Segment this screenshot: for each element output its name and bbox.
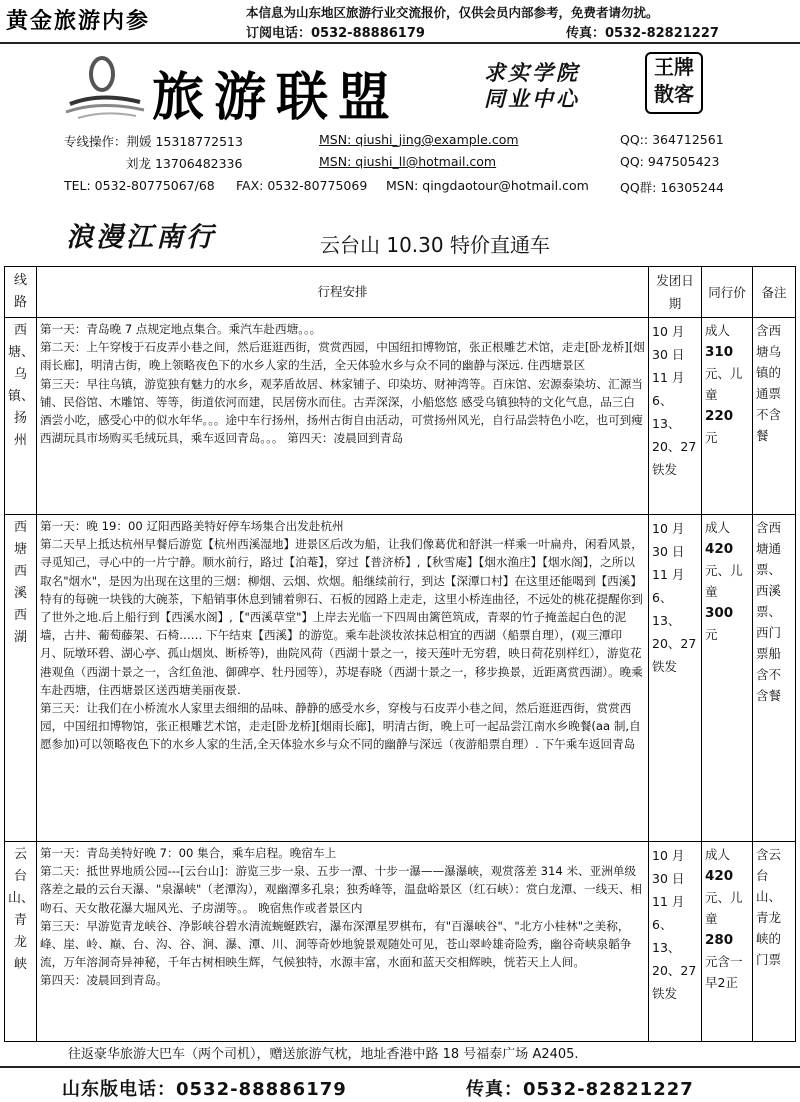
route-title: 浪漫江南行 (66, 222, 216, 253)
member-notice: 本信息为山东地区旅游行业交流报价，仅供会员内部参考，免费者请勿扰。 (246, 5, 659, 20)
table-header-row (5, 267, 796, 318)
price-adult-label: 成人 (705, 847, 731, 862)
bus-service-note: 往返豪华旅游大巴车（两个司机），赠送旅游气枕，地址香港中路 18 号福泰广场 A2405. (68, 1047, 579, 1062)
note-cell: 含西塘通票、西溪票、西门票船含不含餐 (753, 515, 796, 842)
note-cell: 含西塘乌镇的通票不含餐 (753, 318, 796, 515)
price-adult: 420 (705, 541, 734, 557)
header-date: 发团日期 (649, 267, 702, 318)
note-cell: 含云台山、青龙峡的门票 (753, 842, 796, 1042)
table-row (5, 842, 796, 1042)
day-text: 第一天：青岛晚 7 点规定地点集合。乘汽车赴西塘。。。 (40, 322, 322, 336)
day-text: 第二天早上抵达杭州早餐后游览【杭州西溪湿地】进景区后改为船，让我们像葛优和舒淇一样乘一叶扁舟，闲看风景，寻觅知己，寻心中的一片宁静。顺水前行，路过【泊菴】，穿过【普济桥】,【秋雪庵】【烟水渔庄】【烟水阁】，之所以取名"烟水"，是因为出现在这里的三烟：柳烟、云烟、炊烟。船继续前行，到达【深潭口村】在这里还能喝到【西溪】特有的每碗一块钱的大碗茶，下船销事休息到铺着卵石、石板的园路上走走，这里小桥连曲径，不远处的桃花提醒你到了世外之地.后上船行到【西溪水阁】,【"西溪草堂"】上岸去光临一下四周由篱笆筑成，青翠的竹子掩盖起白色的泥墙，古井、葡萄藤架、石椅…… 下午结束【西溪】的游览。乘车赴淡妆浓抹总相宜的西湖（船票自理），(观三潭印月、阮墩环碧、湖心亭、孤山烟岚、断桥等)，曲院风荷（西湖十景之一，接天莲叶无穷碧，映日荷花别样红），游览花港观鱼（西湖十景之一，含红鱼池、御碑亭、牡丹园等），苏堤春晓（西湖十景之一，移步换景，近距离赏西湖）。晚乘车赴西塘，住西塘景区送西塘美丽夜景. (40, 537, 643, 697)
msn-liu[interactable]: MSN: qiushi_ll@hotmail.com (319, 154, 497, 169)
logo-emblem (60, 52, 150, 122)
price-cell (702, 318, 753, 515)
day-text: 第四天：凌晨回到青岛。 (40, 973, 168, 988)
msn-jing[interactable]: MSN: qiushi_jing@example.com (319, 132, 519, 147)
day-text: 第二天：上午穿梭于石皮弄小巷之间，然后逛逛西街，赏赏西园，中国纽扣博物馆，张正根雕艺术馆，走走[卧龙桥][烟雨长廊]，明清古街，晚上领略夜色下的水乡人家的生活，全天体验水乡与众不同的幽静与深远. 住西塘景区 (40, 340, 645, 373)
table-row (5, 515, 796, 842)
fax-number: FAX: 0532-80775069 (236, 178, 368, 193)
table-row (5, 318, 796, 515)
slogan (484, 60, 580, 112)
badge-line-2: 散客 (654, 82, 694, 106)
day-text: 第三天：早游览青龙峡谷、净影峡谷碧水清流蜿蜒跌宕，瀑布深潭星罗棋布，有"百瀑峡谷"、"北方小桂林"之美称，峰、崖、岭、巅、台、沟、谷、涧、瀑、潭、川、洞等奇妙地貌景观随处可见，苍山翠岭雄奇险秀，幽谷奇峡泉韜争流，万年溶洞奇异神秘，千年古树相映生辉，气候独特，水源丰富，水面和蓝天交相辉映，恍若天上人间。 (40, 918, 632, 970)
line-name: 西塘西溪西湖 (5, 515, 37, 842)
ace-badge (645, 52, 703, 114)
top-banner (0, 0, 800, 44)
route-subtitle: 云台山 10.30 特价直通车 (320, 233, 550, 257)
price-child-label: 元、儿童 (705, 366, 743, 402)
publication-brand: 黄金旅游内参 (6, 9, 151, 34)
price-child: 280 (705, 932, 734, 948)
qq-jing: QQ:: 364712561 (620, 132, 724, 147)
bottom-banner (0, 1066, 800, 1102)
line-name: 云台山、青龙峡 (5, 842, 37, 1042)
alliance-title: 旅游联盟 (152, 67, 401, 128)
line-name: 西塘、乌镇、扬州 (5, 318, 37, 515)
slogan-line-1: 求实学院 (484, 61, 580, 85)
slogan-line-2: 同业中心 (484, 87, 580, 111)
header-schedule: 行程安排 (37, 267, 649, 318)
header-price: 同行价 (702, 267, 753, 318)
price-cell (702, 515, 753, 842)
price-unit: 元含一早2正 (705, 954, 743, 990)
day-text: 第一天：青岛美特好晚 7：00 集合，乘车启程。晚宿车上 (40, 846, 337, 860)
price-child: 300 (705, 605, 734, 621)
price-cell (702, 842, 753, 1042)
badge-line-1: 王牌 (654, 55, 694, 79)
price-adult-label: 成人 (705, 323, 731, 338)
departure-dates: 10 月 30 日 11 月 6、13、20、27 铁发 (649, 318, 702, 515)
price-unit: 元 (705, 627, 718, 642)
schedule-cell (37, 515, 649, 842)
subscription-phone: 订阅电话：0532-88886179 (246, 26, 425, 41)
schedule-cell (37, 842, 649, 1042)
footer-fax: 传真：0532-82821227 (466, 1079, 694, 1100)
schedule-cell (37, 318, 649, 515)
hotline-jing: 专线操作：荆媛 15318772513 (64, 134, 243, 149)
price-adult: 310 (705, 344, 734, 360)
qq-group: QQ群: 16305244 (620, 180, 724, 195)
footer-phone: 山东版电话：0532-88886179 (62, 1079, 347, 1100)
price-adult: 420 (705, 868, 734, 884)
day-text: 第二天：抵世界地质公园---[云台山]：游览三步一泉、五步一潭、十步一瀑——瀑瀑峡，观赏落差 314 米、亚洲单级落差之最的云台天瀑、"泉瀑峡"（老潭沟），观幽潭多孔泉；独秀峰等，温盘峪景区（红石峡）：赏白龙潭、一线天、相吻石、天女散花瀑大堀风光、子房湖等。。 晚宿焦作或者景区内 (40, 864, 642, 915)
itinerary-table (4, 266, 796, 1042)
swirl-logo-icon (60, 52, 150, 122)
qq-liu: QQ: 947505423 (620, 154, 720, 169)
hotline-liu: 刘龙 13706482336 (126, 156, 243, 171)
price-child-label: 元、儿童 (705, 563, 743, 599)
header-line: 线路 (5, 267, 37, 318)
departure-dates: 10 月 30 日 11 月 6、13、20、27 铁发 (649, 515, 702, 842)
header-fax: 传真：0532-82821227 (566, 26, 719, 41)
day-text: 第一天：晚 19：00 辽阳西路美特好停车场集合出发赴杭州 (40, 519, 344, 533)
price-child: 220 (705, 408, 734, 424)
departure-dates: 10 月 30 日 11 月 6、13、20、27 铁发 (649, 842, 702, 1042)
day-text: 第三天：让我们在小桥流水人家里去细细的品味、静静的感受水乡，穿梭与石皮弄小巷之间，然后逛逛西街，赏赏西园，中国纽扣博物馆，张正根雕艺术馆，走走[卧龙桥][烟雨长廊]，明清古街，晚上可一起品尝江南水乡晚餐(aa 制,自愿参加)可以领略夜色下的水乡人家的生活,全天体验水乡与众不同的幽静与深远（夜游船票自理）. 下午乘车返回青岛 (40, 701, 641, 752)
price-unit: 元 (705, 430, 718, 445)
price-child-label: 元、儿童 (705, 890, 743, 926)
tel-number: TEL: 0532-80775067/68 (64, 178, 215, 193)
msn-company[interactable]: MSN: qingdaotour@hotmail.com (386, 178, 589, 193)
price-adult-label: 成人 (705, 520, 731, 535)
day-text: 第三天：早往乌镇，游览独有魅力的水乡，观茅盾故居、林家铺子、印染坊、财神湾等。百床馆、宏源泰染坊、汇源当铺、民俗馆、木雕馆、等等，街道依河而建，民居傍水而住。古弄深深，小船悠悠 感受乌镇独特的文化气息，品三白酒尝小吃，感受心中的似水年华。。。途中车行扬州，扬州古街自由活动，可赏扬州风光，自行品尝特色小吃，也可到瘦西湖玩具市场购买毛绒玩具，乘车返回青岛。。。 第四天：凌晨回到青岛 (40, 376, 643, 446)
header-note: 备注 (753, 267, 796, 318)
